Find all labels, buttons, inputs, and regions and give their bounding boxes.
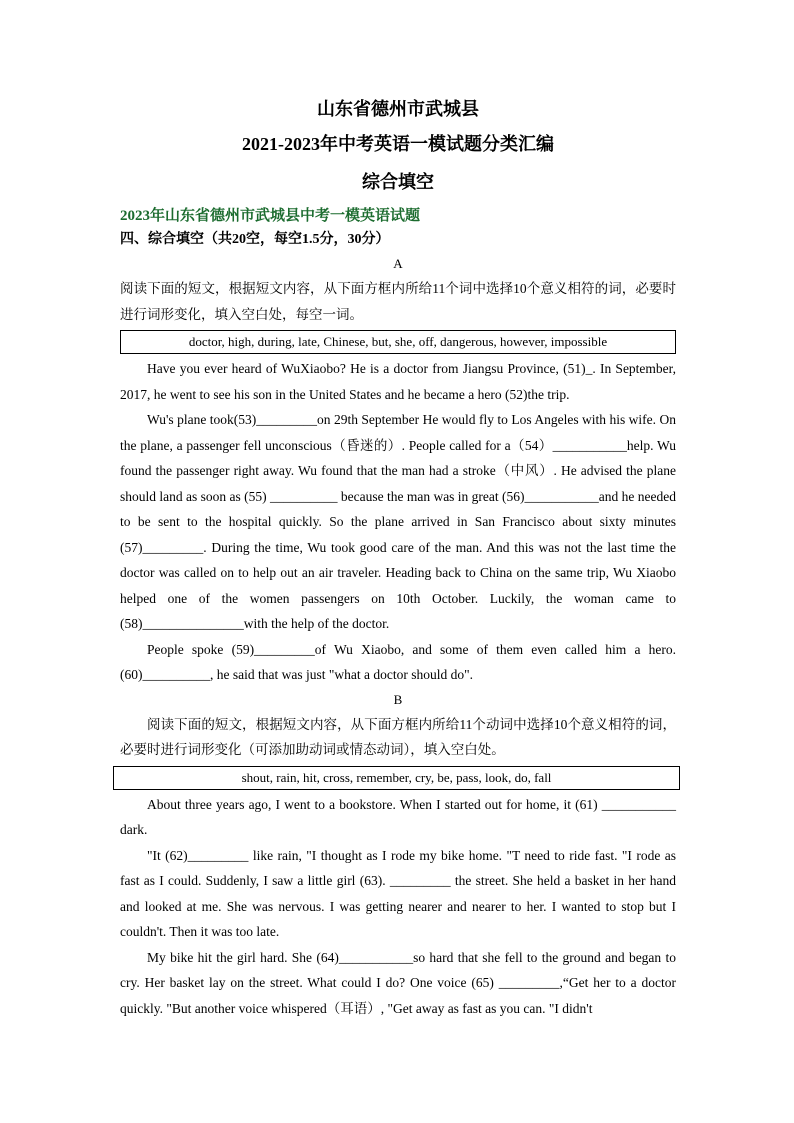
header-region-title: 山东省德州市武城县 [317, 99, 479, 119]
document-content [120, 94, 676, 1021]
part-a-paragraph-3: People spoke (59)_________of Wu Xiaobo, and some of them even called him a hero. (60)__________, he said that was just "what a doctor should do". [120, 641, 676, 682]
part-a-paragraph-1: Have you ever heard of WuXiaobo? He is a doctor from Jiangsu Province, (51)_. In September, 2017, he went to see his son in the United States and he became a hero (52)the trip. [120, 361, 676, 402]
part-b-word-box: shout, rain, hit, cross, remember, cry, be, pass, look, do, fall [113, 766, 680, 790]
part-title: 四、综合填空（共20空，每空1.5分，30分） [120, 232, 390, 247]
header-collection-title: 2021-2023年中考英语一模试题分类汇编 [242, 134, 554, 154]
part-a-letter: A [393, 256, 403, 271]
part-b-paragraph-1: About three years ago, I went to a bookstore. When I started out for home, it (61) ___________ dark. [120, 796, 676, 837]
part-a-instructions: 阅读下面的短文，根据短文内容，从下面方框内所给11个词中选择10个意义相符的词，必要时进行词形变化，填入空白处，每空一词。 [120, 281, 676, 322]
part-b-letter: B [393, 691, 403, 707]
part-a-paragraph-2: Wu's plane took(53)_________on 29th September He would fly to Los Angeles with his wife. On the plane, a passenger fell unconscious（昏迷的）. People called for a（54）___________help. Wu found the passenger right away. Wu found that the man had a stroke（中风）. He advised the plane should land as soon as (55) __________ because the man was in great (56)___________and he needed to be sent to the hospital quickly. So the plane arrived in San Francisco about sixty minutes (57)_________. During the time, Wu took good care of the man. And this was not the last time the doctor was called on to help out an air traveler. Heading back to China on the same trip, Wu Xiaobo helped one of the women passengers on 10th October. Luckily, the woman came to (58)_______________with the help of the doctor. [120, 412, 676, 631]
section-title: 2023年山东省德州市武城县中考一模英语试题 [120, 208, 421, 224]
part-b-paragraph-3: My bike hit the girl hard. She (64)___________so hard that she fell to the ground and began to cry. Her basket lay on the street. What could I do? One voice (65) _________,“Get her to a doctor quickly. "But another voice whispered（耳语）, "Get away as fast as you can. "I didn't [120, 949, 676, 1016]
header-topic-title: 综合填空 [362, 172, 434, 192]
part-a-word-box: doctor, high, during, late, Chinese, but, she, off, dangerous, however, impossible [120, 330, 676, 354]
part-b-paragraph-2: "It (62)_________ like rain, "I thought as I rode my bike home. "T need to ride fast. "I rode as fast as I could. Suddenly, I saw a little girl (63). _________ the street. She held a basket in her hand and looked at me. She was nervous. I was getting nearer and nearer to her. I wanted to stop but I couldn't. Then it was too late. [120, 847, 676, 939]
part-b-instructions: 阅读下面的短文，根据短文内容，从下面方框内所给11个动词中选择10个意义相符的词，必要时进行词形变化（可添加助动词或情态动词），填入空白处。 [120, 716, 676, 757]
